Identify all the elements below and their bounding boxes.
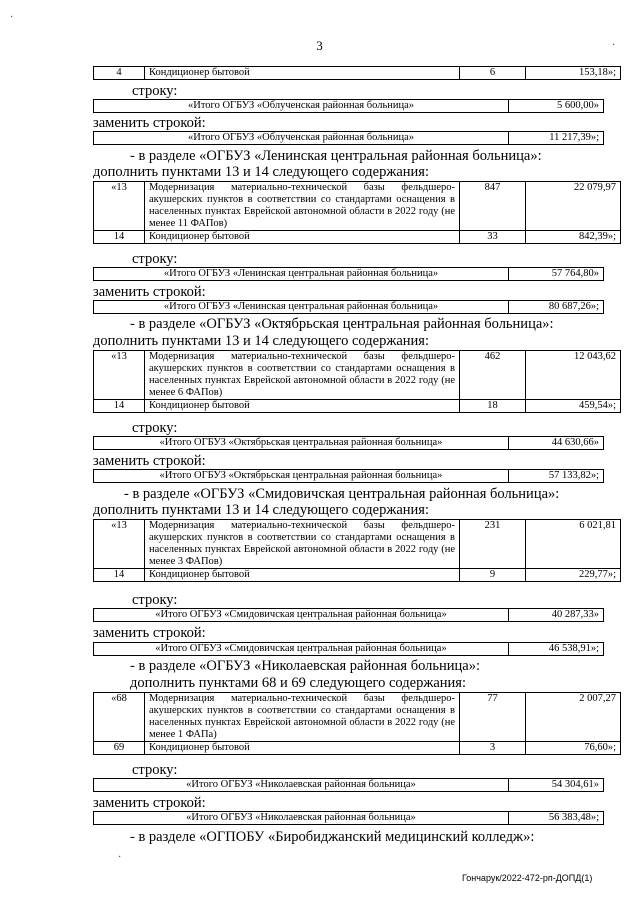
items-table	[93, 350, 616, 413]
stroku-label: строку:	[132, 592, 178, 608]
table-row: «13 Модернизация материально-технической базы фельдшеро-акушерских пунктов в соответствии со стандартами оснащения в населенных пунктах Еврейской автономной области в 2022 году (не менее 6 ФАПов) 462 12 043,62	[94, 351, 621, 400]
page-number: 3	[316, 38, 323, 53]
table-row: 4 Кондиционер бытовой 6 153,18»;	[94, 67, 621, 80]
zamenit-label: заменить строкой:	[93, 453, 206, 469]
section-add: дополнить пунктами 13 и 14 следующего содержания:	[93, 333, 429, 349]
section-heading: - в разделе «ОГБУЗ «Ленинская центральная районная больница»:	[130, 148, 542, 164]
zamenit-label: заменить строкой:	[93, 115, 206, 131]
zamenit-label: заменить строкой:	[93, 795, 206, 811]
section-heading: - в разделе «ОГБУЗ «Смидовичская центральная районная больница»:	[124, 486, 560, 502]
section-add: дополнить пунктами 13 и 14 следующего содержания:	[93, 502, 429, 518]
stroku-label: строку:	[132, 83, 178, 99]
stroku-label: строку:	[132, 420, 178, 436]
table-row: «68 Модернизация материально-технической базы фельдшеро-акушерских пунктов в соответствии со стандартами оснащения в населенных пунктах Еврейской автономной области в 2022 году (не менее 1 ФАПа) 77 2 007,27	[94, 693, 621, 742]
zamenit-label: заменить строкой:	[93, 625, 206, 641]
scan-mark: ·	[10, 12, 14, 23]
new-total: «Итого ОГБУЗ «Смидовичская центральная районная больница» 46 538,91»;	[93, 642, 600, 656]
old-total: «Итого ОГБУЗ «Николаевская районная больница» 54 304,61»	[93, 778, 600, 792]
new-total: «Итого ОГБУЗ «Ленинская центральная районная больница» 80 687,26»;	[93, 300, 600, 314]
footer-code: Гончарук/2022-472-рп-ДОПД(1)	[462, 873, 593, 883]
section-heading: - в разделе «ОГБУЗ «Октябрьская центральная районная больница»:	[130, 316, 554, 332]
scan-mark: ·	[612, 40, 616, 51]
section-add: дополнить пунктами 13 и 14 следующего содержания:	[93, 164, 429, 180]
items-table	[93, 692, 616, 755]
new-total: «Итого ОГБУЗ «Октябрьская центральная районная больница» 57 133,82»;	[93, 469, 600, 483]
table-top	[93, 66, 616, 80]
table-row: 69 Кондиционер бытовой 3 76,60»;	[94, 742, 621, 755]
table-row: «13 Модернизация материально-технической базы фельдшеро-акушерских пунктов в соответствии со стандартами оснащения в населенных пунктах Еврейской автономной области в 2022 году (не менее 3 ФАПов) 231 6 021,81	[94, 520, 621, 569]
section-heading: - в разделе «ОГПОБУ «Биробиджанский медицинский колледж»:	[130, 829, 535, 845]
items-table	[93, 519, 616, 582]
old-total: «Итого ОГБУЗ «Ленинская центральная районная больница» 57 764,80»	[93, 267, 600, 281]
new-total: «Итого ОГБУЗ «Николаевская районная больница» 56 383,48»;	[93, 811, 600, 825]
stroku-label: строку:	[132, 251, 178, 267]
table-row: 14 Кондиционер бытовой 9 229,77»;	[94, 569, 621, 582]
table-row: 14 Кондиционер бытовой 18 459,54»;	[94, 400, 621, 413]
zamenit-label: заменить строкой:	[93, 284, 206, 300]
table-row: «13 Модернизация материально-технической базы фельдшеро-акушерских пунктов в соответствии со стандартами оснащения в населенных пунктах Еврейской автономной области в 2022 году (не менее 11 ФАПов) 847 22 079,97	[94, 182, 621, 231]
scan-mark: ·	[118, 852, 122, 863]
stroku-label: строку:	[132, 762, 178, 778]
new-total: «Итого ОГБУЗ «Облученская районная больница» 11 217,39»;	[93, 131, 600, 145]
items-table	[93, 181, 616, 244]
section-heading: - в разделе «ОГБУЗ «Николаевская районная больница»:	[130, 658, 481, 674]
section-add: дополнить пунктами 68 и 69 следующего содержания:	[130, 675, 466, 691]
table-row: 14 Кондиционер бытовой 33 842,39»;	[94, 231, 621, 244]
old-total: «Итого ОГБУЗ «Смидовичская центральная районная больница» 40 287,33»	[93, 608, 600, 622]
old-total: «Итого ОГБУЗ «Облученская районная больница» 5 600,00»	[93, 99, 600, 113]
old-total: «Итого ОГБУЗ «Октябрьская центральная районная больница» 44 630,66»	[93, 436, 600, 450]
